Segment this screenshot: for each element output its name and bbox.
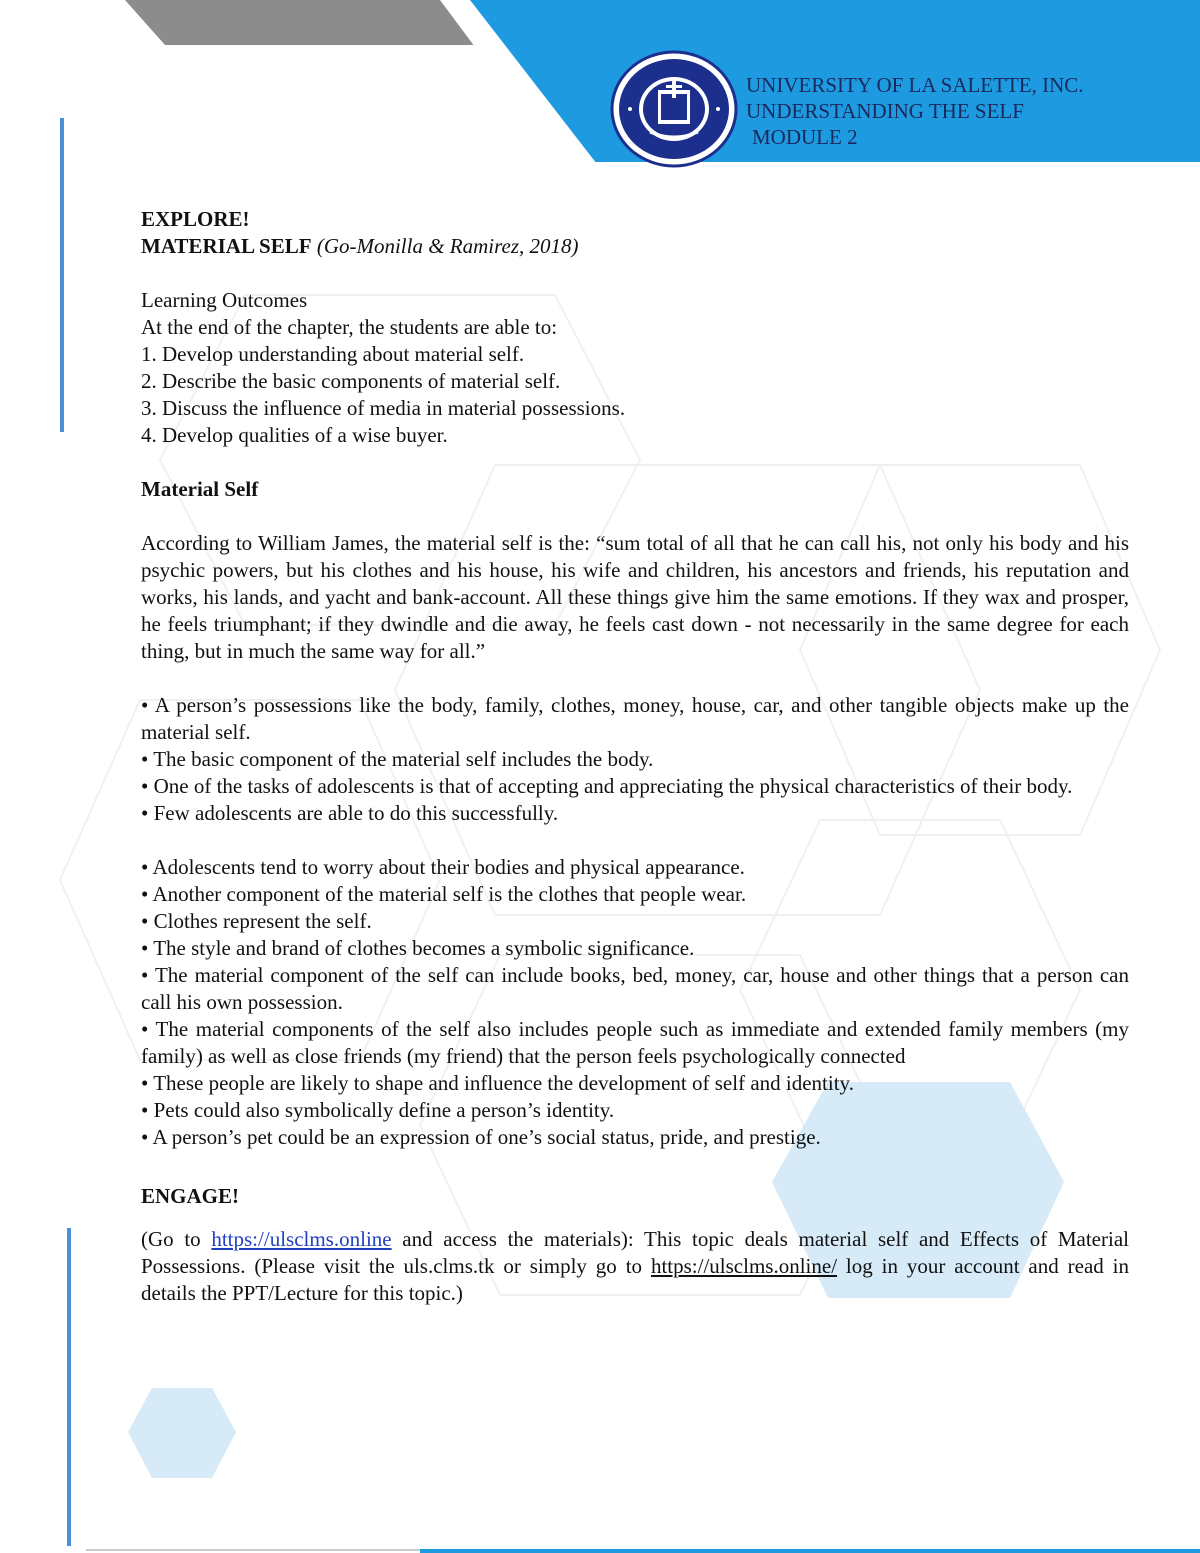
bullet-item: • The basic component of the material self includes the body. [141,747,654,771]
university-name: UNIVERSITY OF LA SALETTE, INC. [746,73,1084,97]
bullet-item: • A person’s pet could be an expression of one’s social status, pride, and prestige. [141,1125,821,1149]
bullet-item: • The material components of the self also includes people such as immediate and extended family members (my family) as well as close friends (my friend) that the person feels psychologically connected [141,1017,1129,1068]
learning-outcome-item: 3. Discuss the influence of media in material possessions. [141,396,626,420]
bullet-item: • Pets could also symbolically define a person’s identity. [141,1098,615,1122]
ulsclms-link[interactable]: https://ulsclms.online [211,1227,392,1251]
learning-outcome-item: 4. Develop qualities of a wise buyer. [141,423,448,447]
topic-citation: (Go-Monilla & Ramirez, 2018) [316,234,579,258]
ulsclms-link-2[interactable]: https://ulsclms.online/ [650,1254,838,1278]
bullet-item: • The style and brand of clothes becomes a symbolic significance. [141,936,695,960]
bullet-item: • Adolescents tend to worry about their bodies and physical appearance. [141,855,745,879]
bottom-rule-blue [420,1549,1200,1553]
left-accent-bar-bottom [67,1228,71,1546]
hexagon-small-left [128,1388,236,1478]
bullet-item: • One of the tasks of adolescents is that of accepting and appreciating the physical characteristics of their body. [141,774,1073,798]
material-self-heading: Material Self [141,477,259,501]
bullet-item: • These people are likely to shape and influence the development of self and identity. [141,1071,854,1095]
left-accent-bar-top [60,118,64,432]
header-title-block [746,72,1084,150]
bullet-item: • The material component of the self can include books, bed, money, car, house and other things that a person can call his own possession. [141,963,1129,1014]
header-gray-band [125,0,480,45]
engage-text-1: (Go to [141,1227,212,1251]
learning-outcomes-heading: Learning Outcomes [141,288,308,312]
topic-title-line [141,233,1129,260]
learning-outcome-item: 2. Describe the basic components of material self. [141,369,561,393]
engage-text-3: log in your account and read in details the PPT/Lecture for this topic.) [141,1254,1130,1305]
learning-outcome-item: 1. Develop understanding about material self. [141,342,525,366]
bullet-item: • A person’s possessions like the body, family, clothes, money, house, car, and other tangible objects make up the material self. [141,693,1129,744]
engage-heading: ENGAGE! [141,1184,240,1208]
bullet-item: • Clothes represent the self. [141,909,372,933]
william-james-quote-paragraph: According to William James, the material self is the: “sum total of all that he can call his, not only his body and his psychic powers, but his clothes and his house, his wife and children, his ancestors and friends, his reputation and works, his lands, and yacht and bank-account. All these things give him the same emotions. If they wax and prosper, he feels triumphant; if they dwindle and die away, he feels cast down - not necessarily in the same degree for each thing, but in much the same way for all.” [141,531,1129,663]
course-name: UNDERSTANDING THE SELF [746,99,1024,123]
bullet-item: • Another component of the material self is the clothes that people wear. [141,882,747,906]
university-seal-logo [610,50,738,168]
learning-outcomes-intro: At the end of the chapter, the students are able to: [141,315,558,339]
engage-text-2: and access the materials): This topic deals material self and Effects of Material Possessions. (Please visit the uls.clms.tk or simply go to [141,1227,1129,1278]
document-body [141,206,1129,1307]
engage-paragraph [141,1226,1129,1307]
topic-title: MATERIAL SELF [141,234,312,258]
bullet-item: • Few adolescents are able to do this successfully. [141,801,559,825]
explore-heading: EXPLORE! [141,207,250,231]
module-label: MODULE 2 [752,125,858,149]
